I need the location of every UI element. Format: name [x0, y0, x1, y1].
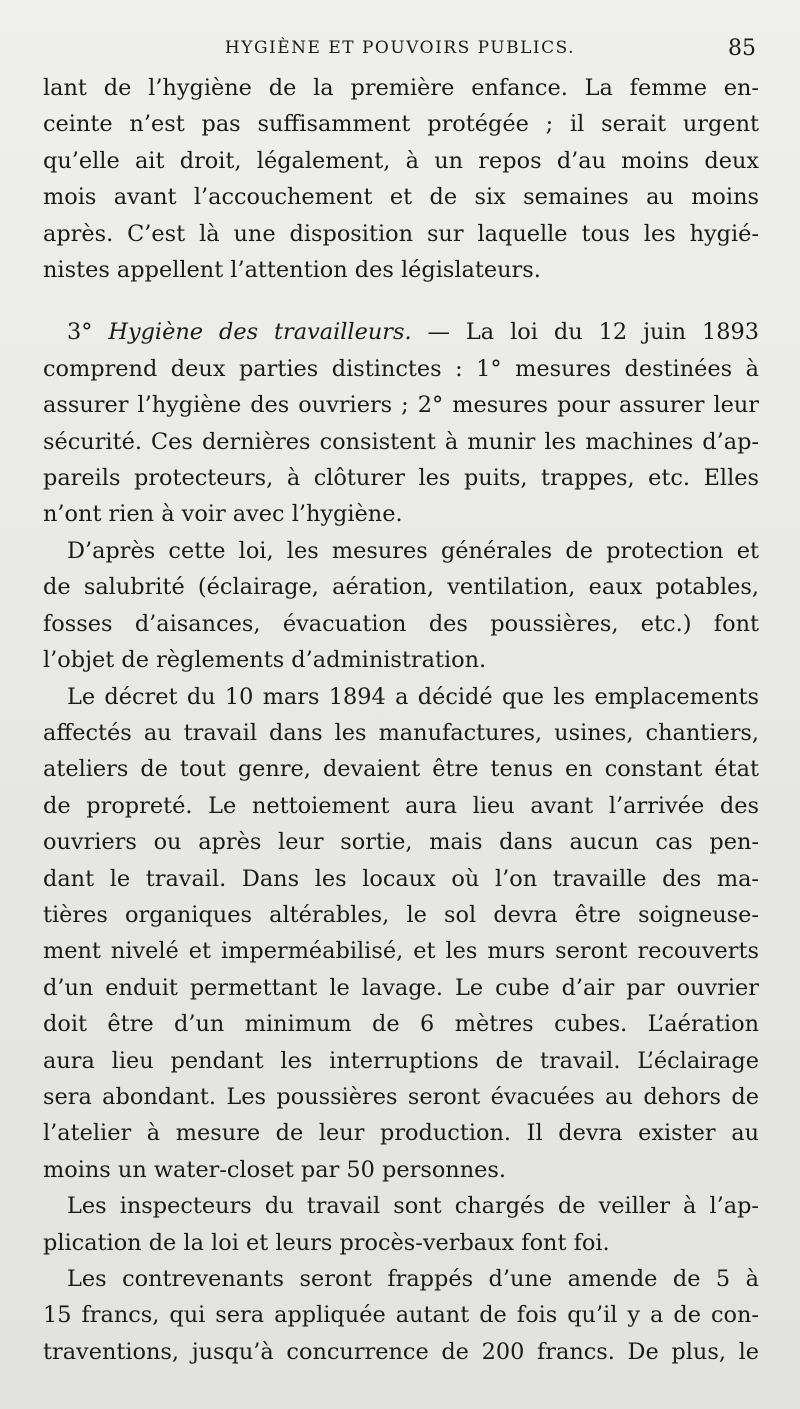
text-line: sécurité. Ces dernières consistent à munir les machines d’ap-: [43, 428, 759, 455]
text-line: Les contrevenants seront frappés d’une amende de 5 à: [67, 1266, 759, 1292]
text-line: de propreté. Le nettoiement aura lieu avant l’arrivée des: [43, 792, 759, 819]
text-line: affectés au travail dans les manufactures, usines, chantiers,: [43, 719, 759, 746]
text-line: ateliers de tout genre, devaient être tenus en constant état: [43, 756, 759, 783]
text-line: aura lieu pendant les interruptions de travail. L’éclairage: [43, 1047, 759, 1074]
text-line: dant le travail. Dans les locaux où l’on travaille des ma-: [43, 865, 759, 892]
page-header: [0, 32, 800, 64]
section-heading-rest: — La loi du 12 juin 1893: [411, 319, 759, 346]
text-line: Les inspecteurs du travail sont chargés de veiller à l’ap-: [67, 1193, 759, 1220]
text-line: comprend deux parties distinctes : 1° mesures destinées à: [43, 355, 759, 382]
text-line: doit être d’un minimum de 6 mètres cubes. L’aération: [43, 1011, 759, 1038]
section-heading-line: [43, 314, 759, 350]
text-line: D’après cette loi, les mesures générales de protection et: [67, 537, 759, 564]
text-line: ceinte n’est pas suffisamment protégée ; il serait urgent: [43, 111, 759, 138]
text-line: plication de la loi et leurs procès-verbaux font foi.: [43, 1229, 610, 1256]
section-gap: [43, 288, 759, 314]
text-line: mois avant l’accouchement et de six semaines au moins: [43, 184, 759, 211]
page-number: 85: [728, 36, 756, 61]
text-line: l’objet de règlements d’administration.: [43, 647, 487, 674]
text-line: ouvriers ou après leur sortie, mais dans aucun cas pen-: [43, 829, 759, 856]
text-line: assurer l’hygiène des ouvriers ; 2° mesures pour assurer leur: [43, 392, 759, 419]
section-title: Hygiène des travailleurs.: [108, 319, 412, 346]
text-line: moins un water-closet par 50 personnes.: [43, 1156, 506, 1183]
text-line: ment nivelé et imperméabilisé, et les murs seront recouverts: [43, 938, 759, 965]
text-line: de salubrité (éclairage, aération, ventilation, eaux potables,: [43, 574, 759, 601]
text-line: pareils protecteurs, à clôturer les puits, trappes, etc. Elles: [43, 465, 759, 492]
text-line: traventions, jusqu’à concurrence de 200 francs. De plus, le: [43, 1338, 759, 1365]
text-line: Le décret du 10 mars 1894 a décidé que les emplacements: [67, 683, 759, 710]
text-line: sera abondant. Les poussières seront évacuées au dehors de: [43, 1083, 759, 1110]
text-line: l’atelier à mesure de leur production. Il devra exister au: [43, 1120, 759, 1147]
text-line: après. C’est là une disposition sur laquelle tous les hygié-: [43, 220, 759, 247]
text-line: lant de l’hygiène de la première enfance. La femme en-: [43, 75, 759, 101]
running-title: HYGIÈNE ET POUVOIRS PUBLICS.: [224, 38, 576, 58]
text-line: fosses d’aisances, évacuation des poussières, etc.) font: [43, 610, 759, 637]
body-text: [43, 70, 759, 1370]
text-line: 15 francs, qui sera appliquée autant de fois qu’il y a de con-: [43, 1302, 759, 1329]
section-number: 3°: [67, 319, 109, 346]
text-line: n’ont rien à voir avec l’hygiène.: [43, 501, 403, 528]
text-line: d’un enduit permettant le lavage. Le cube d’air par ouvrier: [43, 974, 759, 1001]
text-line: nistes appellent l’attention des législateurs.: [43, 257, 541, 284]
text-line: tières organiques altérables, le sol devra être soigneuse-: [43, 901, 759, 928]
text-line: qu’elle ait droit, légalement, à un repos d’au moins deux: [43, 147, 759, 174]
